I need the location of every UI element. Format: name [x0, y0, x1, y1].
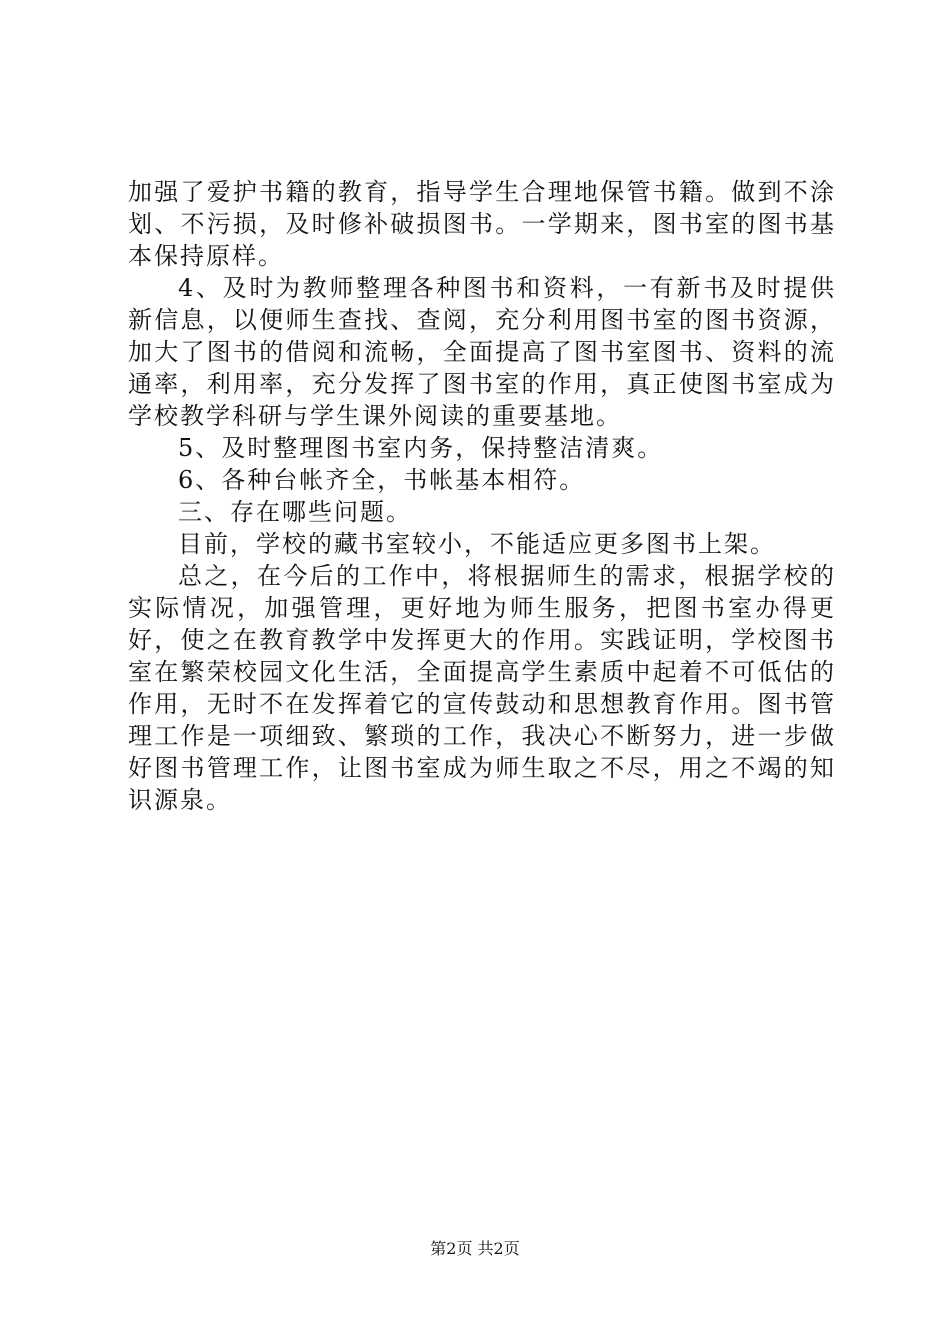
- section-heading-problems: 三、存在哪些问题。: [178, 498, 412, 526]
- paragraph-current-problem: 目前，学校的藏书室较小，不能适应更多图书上架。: [178, 530, 776, 558]
- paragraph-conclusion: 总之，在今后的工作中，将根据师生的需求，根据学校的实际情况，加强管理，更好地为师生服务，把图书室办得更好，使之在教育教学中发挥更大的作用。实践证明，学校图书室在繁荣校园文化生活，全面提高学生素质中起着不可低估的作用，无时不在发挥着它的宣传鼓动和思想教育作用。图书管理工作是一项细致、繁琐的工作，我决心不断努力，进一步做好图书管理工作，让图书室成为师生取之不尽，用之不竭的知识源泉。: [128, 562, 836, 814]
- paragraph-item-4: 4、及时为教师整理各种图书和资料，一有新书及时提供新信息，以便师生查找、查阅，充分利用图书室的图书资源，加大了图书的借阅和流畅，全面提高了图书室图书、资料的流通率，利用率，充分发挥了图书室的作用，真正使图书室成为学校教学科研与学生课外阅读的重要基地。: [128, 274, 836, 430]
- paragraph-continuation: 加强了爱护书籍的教育，指导学生合理地保管书籍。做到不涂划、不污损，及时修补破损图书。一学期来，图书室的图书基本保持原样。: [128, 178, 836, 270]
- document-body: [128, 176, 836, 816]
- paragraph-item-5: 5、及时整理图书室内务，保持整洁清爽。: [178, 434, 664, 462]
- paragraph-item-6: 6、各种台帐齐全，书帐基本相符。: [178, 466, 586, 494]
- page-footer: 第2页 共2页: [430, 1239, 520, 1258]
